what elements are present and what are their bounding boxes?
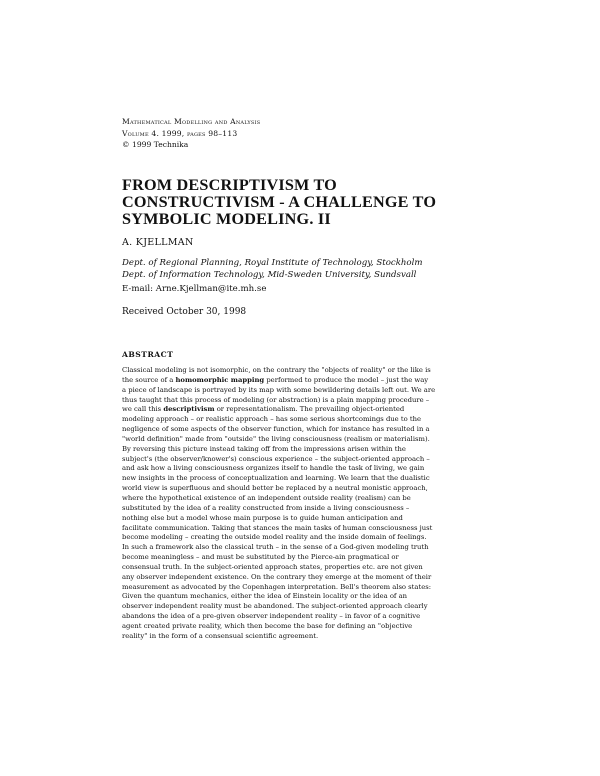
abstract-line: any observer independent existence. On the contrary they emerge at the moment of their — [122, 572, 432, 581]
abstract-line: observer independent reality must be abandoned. The subject-oriented approach clearly — [122, 602, 428, 611]
abstract-line: agent created private reality, which then become the base for defining an "objective — [122, 621, 413, 630]
abstract-emphasis: homomorphic mapping — [175, 375, 265, 384]
abstract-line: subject's (the observer/knower's) conscious experience – the subject-oriented approach – — [122, 454, 430, 463]
abstract-line: nothing else but a model whose main purpose is to guide human anticipation and — [122, 513, 403, 522]
abstract-line: become meaningless – and must be substituted by the Pierce-ain pragmatical or — [122, 553, 399, 562]
paper-title — [122, 177, 436, 229]
abstract-line: Given the quantum mechanics, either the idea of Einstein locality or the idea of an — [122, 592, 408, 601]
title-line: FROM DESCRIPTIVISM TO — [122, 176, 337, 194]
abstract-line: consensual truth. In the subject-oriented approach states, properties etc. are not given — [122, 562, 423, 571]
abstract-heading: ABSTRACT — [122, 350, 174, 359]
abstract-line: thus taught that this process of modeling (or abstraction) is a plain mapping procedure – — [122, 395, 430, 404]
abstract-line: measurement as advocated by the Copenhagen interpretation. Bell's theorem also states: — [122, 582, 431, 591]
abstract-line: new insights in the process of conceptualization and learning. We learn that the dualistic — [122, 474, 430, 483]
abstract-line: a piece of landscape is portrayed by its map with some bewildering details left out. We are — [122, 385, 436, 394]
abstract-line: the source of a homomorphic mapping performed to produce the model – just the way — [122, 375, 429, 384]
abstract-line: facilitate communication. Taking that stances the main tasks of human consciousness just — [122, 523, 433, 532]
abstract-line: and ask how a living consciousness organizes itself to handle the task of living, we gain — [122, 464, 425, 473]
journal-name: Mathematical Modelling and Analysis — [122, 117, 261, 126]
author-email: E-mail: Arne.Kjellman@ite.mh.se — [122, 284, 267, 294]
abstract-line: modeling approach – or realistic approach – has some serious shortcomings due to the — [122, 415, 421, 424]
abstract-line: abandons the idea of a pre-given observer independent reality – in favor of a cognitive — [122, 612, 421, 621]
abstract-emphasis: descriptivism — [163, 405, 215, 414]
author-name: A. KJELLMAN — [122, 237, 194, 248]
abstract-line: substituted by the idea of a reality constructed from inside a living consciousness – — [122, 503, 410, 512]
abstract-line: reality" in the form of a consensual scientific agreement. — [122, 631, 319, 640]
abstract-line: where the hypothetical existence of an independent outside reality (realism) can be — [122, 493, 411, 502]
abstract-line: we call this descriptivism or representationalism. The prevailing object-oriented — [122, 405, 405, 414]
journal-header — [122, 116, 260, 151]
abstract-line: Classical modeling is not isomorphic, on the contrary the "objects of reality" or the like is — [122, 366, 431, 374]
abstract-line: negligence of some aspects of the observer function, which for instance has resulted in a — [122, 425, 430, 434]
abstract-line: By reversing this picture instead taking off from the impressions arisen within the — [122, 444, 406, 453]
volume-info: Volume 4. 1999, pages 98–113 — [122, 128, 238, 138]
received-date: Received October 30, 1998 — [122, 307, 247, 317]
title-line: CONSTRUCTIVISM - A CHALLENGE TO — [122, 193, 437, 212]
affiliation-line: Dept. of Regional Planning, Royal Institute of Technology, Stockholm — [122, 258, 423, 268]
copyright-line: © 1999 Technika — [122, 140, 189, 149]
affiliations — [122, 257, 423, 281]
title-line: SYMBOLIC MODELING. II — [122, 210, 331, 229]
abstract-line: In such a framework also the classical truth – in the sense of a God-given modeling truth — [122, 543, 429, 552]
abstract-line: "world definition" made from "outside" the living consciousness (realism or materialism). — [122, 434, 430, 443]
affiliation-line: Dept. of Information Technology, Mid-Sweden University, Sundsvall — [122, 270, 417, 280]
abstract-line: become modeling – creating the outside model reality and the inside domain of feelings. — [122, 533, 427, 542]
abstract-line: world view is superfluous and should better be replaced by a neutral monistic approach, — [122, 484, 428, 493]
abstract-body — [122, 366, 487, 642]
